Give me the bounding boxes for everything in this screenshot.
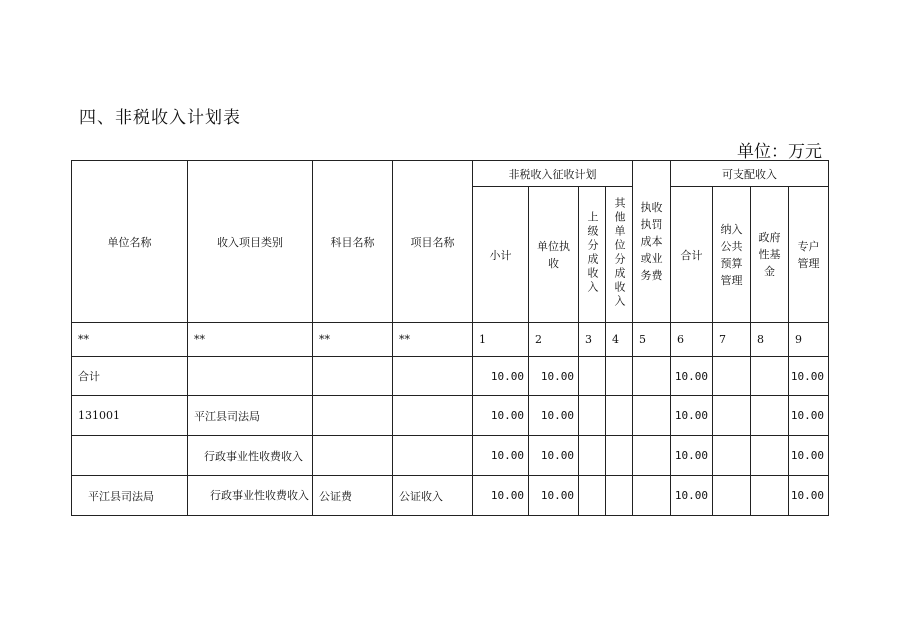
- cell-unit-exec: 10.00: [529, 357, 579, 396]
- index-cell: 8: [751, 323, 789, 357]
- cell-unit-name: 合计: [72, 357, 188, 396]
- index-row: [72, 323, 829, 357]
- header-upper-share-text: 上级分成收入: [586, 211, 599, 295]
- cell-subtotal: 10.00: [473, 357, 529, 396]
- cell-public: [713, 476, 751, 516]
- cell-unit-exec: 10.00: [529, 396, 579, 436]
- cell-other: [606, 436, 633, 476]
- index-cell: 9: [789, 323, 829, 357]
- cell-upper: [579, 357, 606, 396]
- cell-public: [713, 436, 751, 476]
- cell-total: 10.00: [671, 476, 713, 516]
- cell-income-type: 行政事业性收费收入: [188, 436, 313, 476]
- header-special-text: 专户管理: [797, 239, 820, 270]
- cell-cost: [633, 357, 671, 396]
- index-cell: 6: [671, 323, 713, 357]
- cell-project: [393, 396, 473, 436]
- cell-unit-name: [72, 436, 188, 476]
- table-row: [72, 476, 829, 516]
- cell-fund: [751, 357, 789, 396]
- index-cell: 5: [633, 323, 671, 357]
- cell-special: 10.00: [789, 436, 829, 476]
- header-unit-exec-text: 单位执收: [537, 239, 570, 270]
- header-unit-name: 单位名称: [72, 161, 188, 323]
- table-row: [72, 396, 829, 436]
- cell-project: [393, 357, 473, 396]
- cell-unit-name: 平江县司法局: [72, 476, 188, 516]
- cell-other: [606, 476, 633, 516]
- cell-public: [713, 357, 751, 396]
- cell-upper: [579, 396, 606, 436]
- header-income-type: 收入项目类别: [188, 161, 313, 323]
- header-exec-cost: [633, 161, 671, 323]
- cell-cost: [633, 396, 671, 436]
- index-cell: 4: [606, 323, 633, 357]
- cell-income-type: [188, 357, 313, 396]
- index-cell: 2: [529, 323, 579, 357]
- index-cell: **: [313, 323, 393, 357]
- cell-subtotal: 10.00: [473, 396, 529, 436]
- table-row: [72, 436, 829, 476]
- table-row: [72, 357, 829, 396]
- header-gov-fund: [751, 187, 789, 323]
- index-cell: **: [72, 323, 188, 357]
- header-gov-fund-text: 政府性基金: [758, 231, 781, 278]
- cell-income-type: 行政事业性收费收入: [188, 476, 313, 516]
- cell-fund: [751, 396, 789, 436]
- index-cell: **: [393, 323, 473, 357]
- cell-fund: [751, 476, 789, 516]
- cell-subject: [313, 357, 393, 396]
- index-cell: **: [188, 323, 313, 357]
- cell-special: 10.00: [789, 357, 829, 396]
- page-title: 四、非税收入计划表: [79, 108, 241, 128]
- cell-unit-name: 131001: [72, 396, 188, 436]
- header-exec-cost-text: 执收执罚成本或业务费: [640, 201, 663, 282]
- header-total: 合计: [671, 187, 713, 323]
- cell-total: 10.00: [671, 396, 713, 436]
- cell-subtotal: 10.00: [473, 436, 529, 476]
- header-project-name: 项目名称: [393, 161, 473, 323]
- cell-subtotal: 10.00: [473, 476, 529, 516]
- cell-special: 10.00: [789, 476, 829, 516]
- header-disposable: 可支配收入: [671, 161, 829, 187]
- cell-total: 10.00: [671, 436, 713, 476]
- cell-cost: [633, 476, 671, 516]
- nontax-income-table: [71, 160, 829, 516]
- cell-unit-exec: 10.00: [529, 476, 579, 516]
- cell-unit-exec: 10.00: [529, 436, 579, 476]
- header-subject-name: 科目名称: [313, 161, 393, 323]
- cell-project: 公证收入: [393, 476, 473, 516]
- cell-subject: [313, 436, 393, 476]
- header-other-share-text: 其他单位分成收入: [613, 197, 626, 309]
- unit-label: 单位：万元: [737, 142, 822, 162]
- cell-upper: [579, 476, 606, 516]
- header-special: [789, 187, 829, 323]
- header-subtotal: 小计: [473, 187, 529, 323]
- header-nontax-plan: 非税收入征收计划: [473, 161, 633, 187]
- cell-special: 10.00: [789, 396, 829, 436]
- cell-upper: [579, 436, 606, 476]
- header-other-share: [606, 187, 633, 323]
- cell-subject: [313, 396, 393, 436]
- cell-subject: 公证费: [313, 476, 393, 516]
- index-cell: 3: [579, 323, 606, 357]
- header-public-budget-text: 纳入公共预算管理: [720, 222, 743, 287]
- header-upper-share: [579, 187, 606, 323]
- header-public-budget: [713, 187, 751, 323]
- cell-other: [606, 357, 633, 396]
- cell-project: [393, 436, 473, 476]
- index-cell: 7: [713, 323, 751, 357]
- index-cell: 1: [473, 323, 529, 357]
- cell-fund: [751, 436, 789, 476]
- cell-public: [713, 396, 751, 436]
- cell-other: [606, 396, 633, 436]
- cell-cost: [633, 436, 671, 476]
- cell-total: 10.00: [671, 357, 713, 396]
- cell-income-type: 平江县司法局: [188, 396, 313, 436]
- header-unit-exec: [529, 187, 579, 323]
